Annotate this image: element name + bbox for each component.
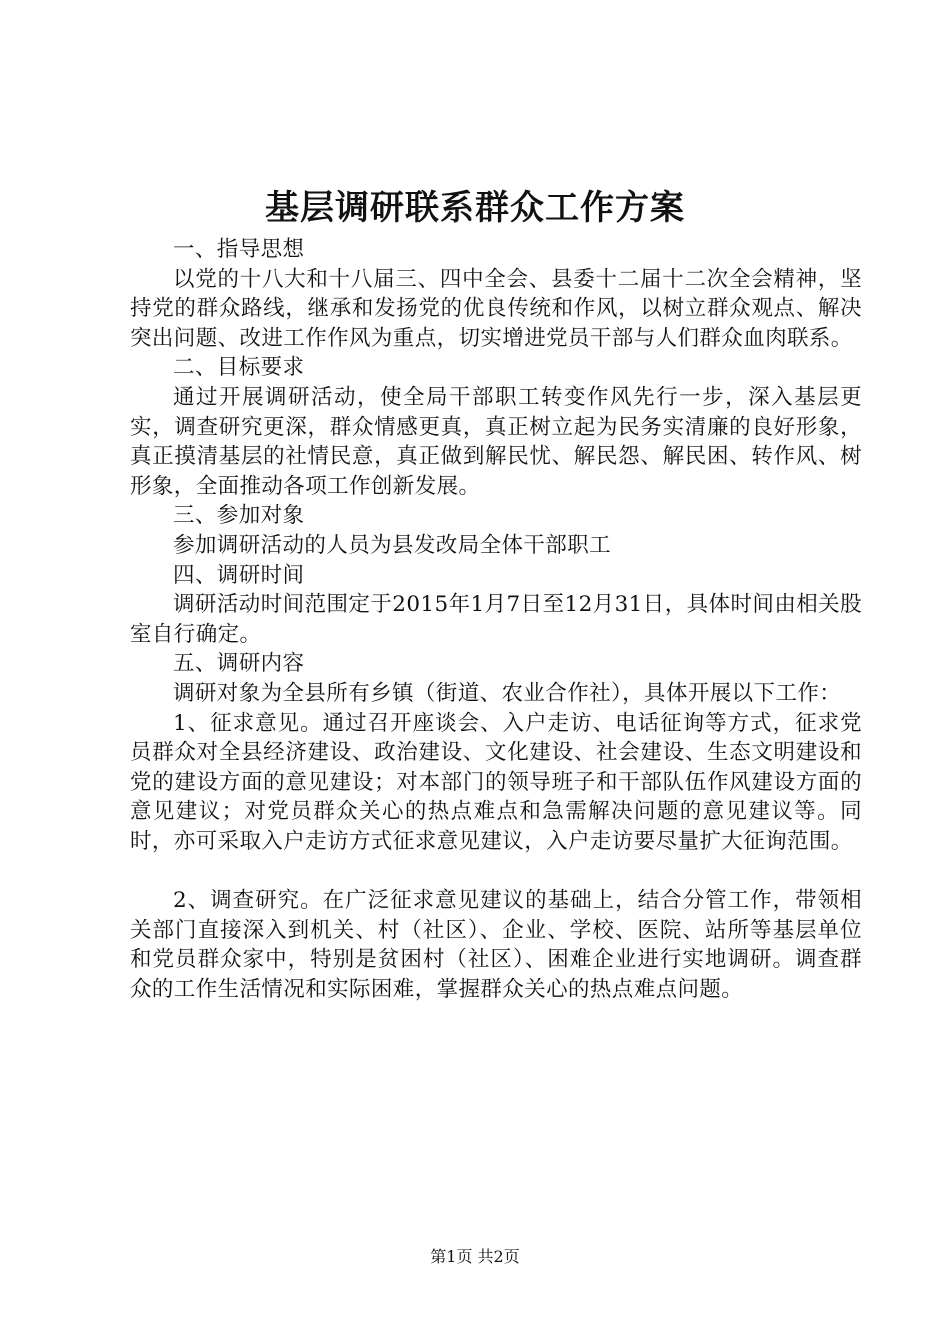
- section-heading-participants: 三、参加对象: [173, 503, 305, 529]
- paragraph-soliciting-opinions: 1、征求意见。通过召开座谈会、入户走访、电话征询等方式，征求党员群众对全县经济建设、政治建设、文化建设、社会建设、生态文明建设和党的建设方面的意见建设；对本部门的领导班子和干部队伍作风建设方面的意见建议；对党员群众关心的热点难点和急需解决问题的意见建议等。同时，亦可采取入户走访方式征求意见建议，入户走访要尽量扩大征询范围。: [130, 710, 862, 854]
- paragraph-goals: 通过开展调研活动，使全局干部职工转变作风先行一步，深入基层更实，调查研究更深，群众情感更真，真正树立起为民务实清廉的良好形象，真正摸清基层的社情民意，真正做到解民忧、解民怨、解民困、转作风、树形象，全面推动各项工作创新发展。: [130, 384, 862, 499]
- paragraph-guiding-ideology: 以党的十八大和十八届三、四中全会、县委十二届十二次全会精神，坚持党的群众路线，继承和发扬党的优良传统和作风，以树立群众观点、解决突出问题、改进工作作风为重点，切实增进党员干部与人们群众血肉联系。: [130, 266, 862, 351]
- section-heading-goals: 二、目标要求: [173, 355, 305, 381]
- paragraph-content-intro: 调研对象为全县所有乡镇（街道、农业合作社），具体开展以下工作：: [173, 680, 842, 706]
- section-heading-guiding-ideology: 一、指导思想: [173, 237, 305, 262]
- document-title: 基层调研联系群众工作方案: [265, 188, 685, 228]
- section-heading-schedule: 四、调研时间: [173, 562, 305, 588]
- section-heading-content: 五、调研内容: [173, 651, 305, 677]
- paragraph-schedule: 调研活动时间范围定于2015年1月7日至12月31日，具体时间由相关股室自行确定。: [130, 592, 862, 647]
- paragraph-investigation-research: 2、调查研究。在广泛征求意见建议的基础上，结合分管工作，带领相关部门直接深入到机关、村（社区）、企业、学校、医院、站所等基层单位和党员群众家中，特别是贫困村（社区）、困难企业进行实地调研。调查群众的工作生活情况和实际困难，掌握群众关心的热点难点问题。: [130, 888, 862, 1002]
- page-number-footer: 第1页 共2页: [430, 1247, 520, 1266]
- document-body: [130, 235, 862, 1004]
- paragraph-participants: 参加调研活动的人员为县发改局全体干部职工: [173, 532, 612, 558]
